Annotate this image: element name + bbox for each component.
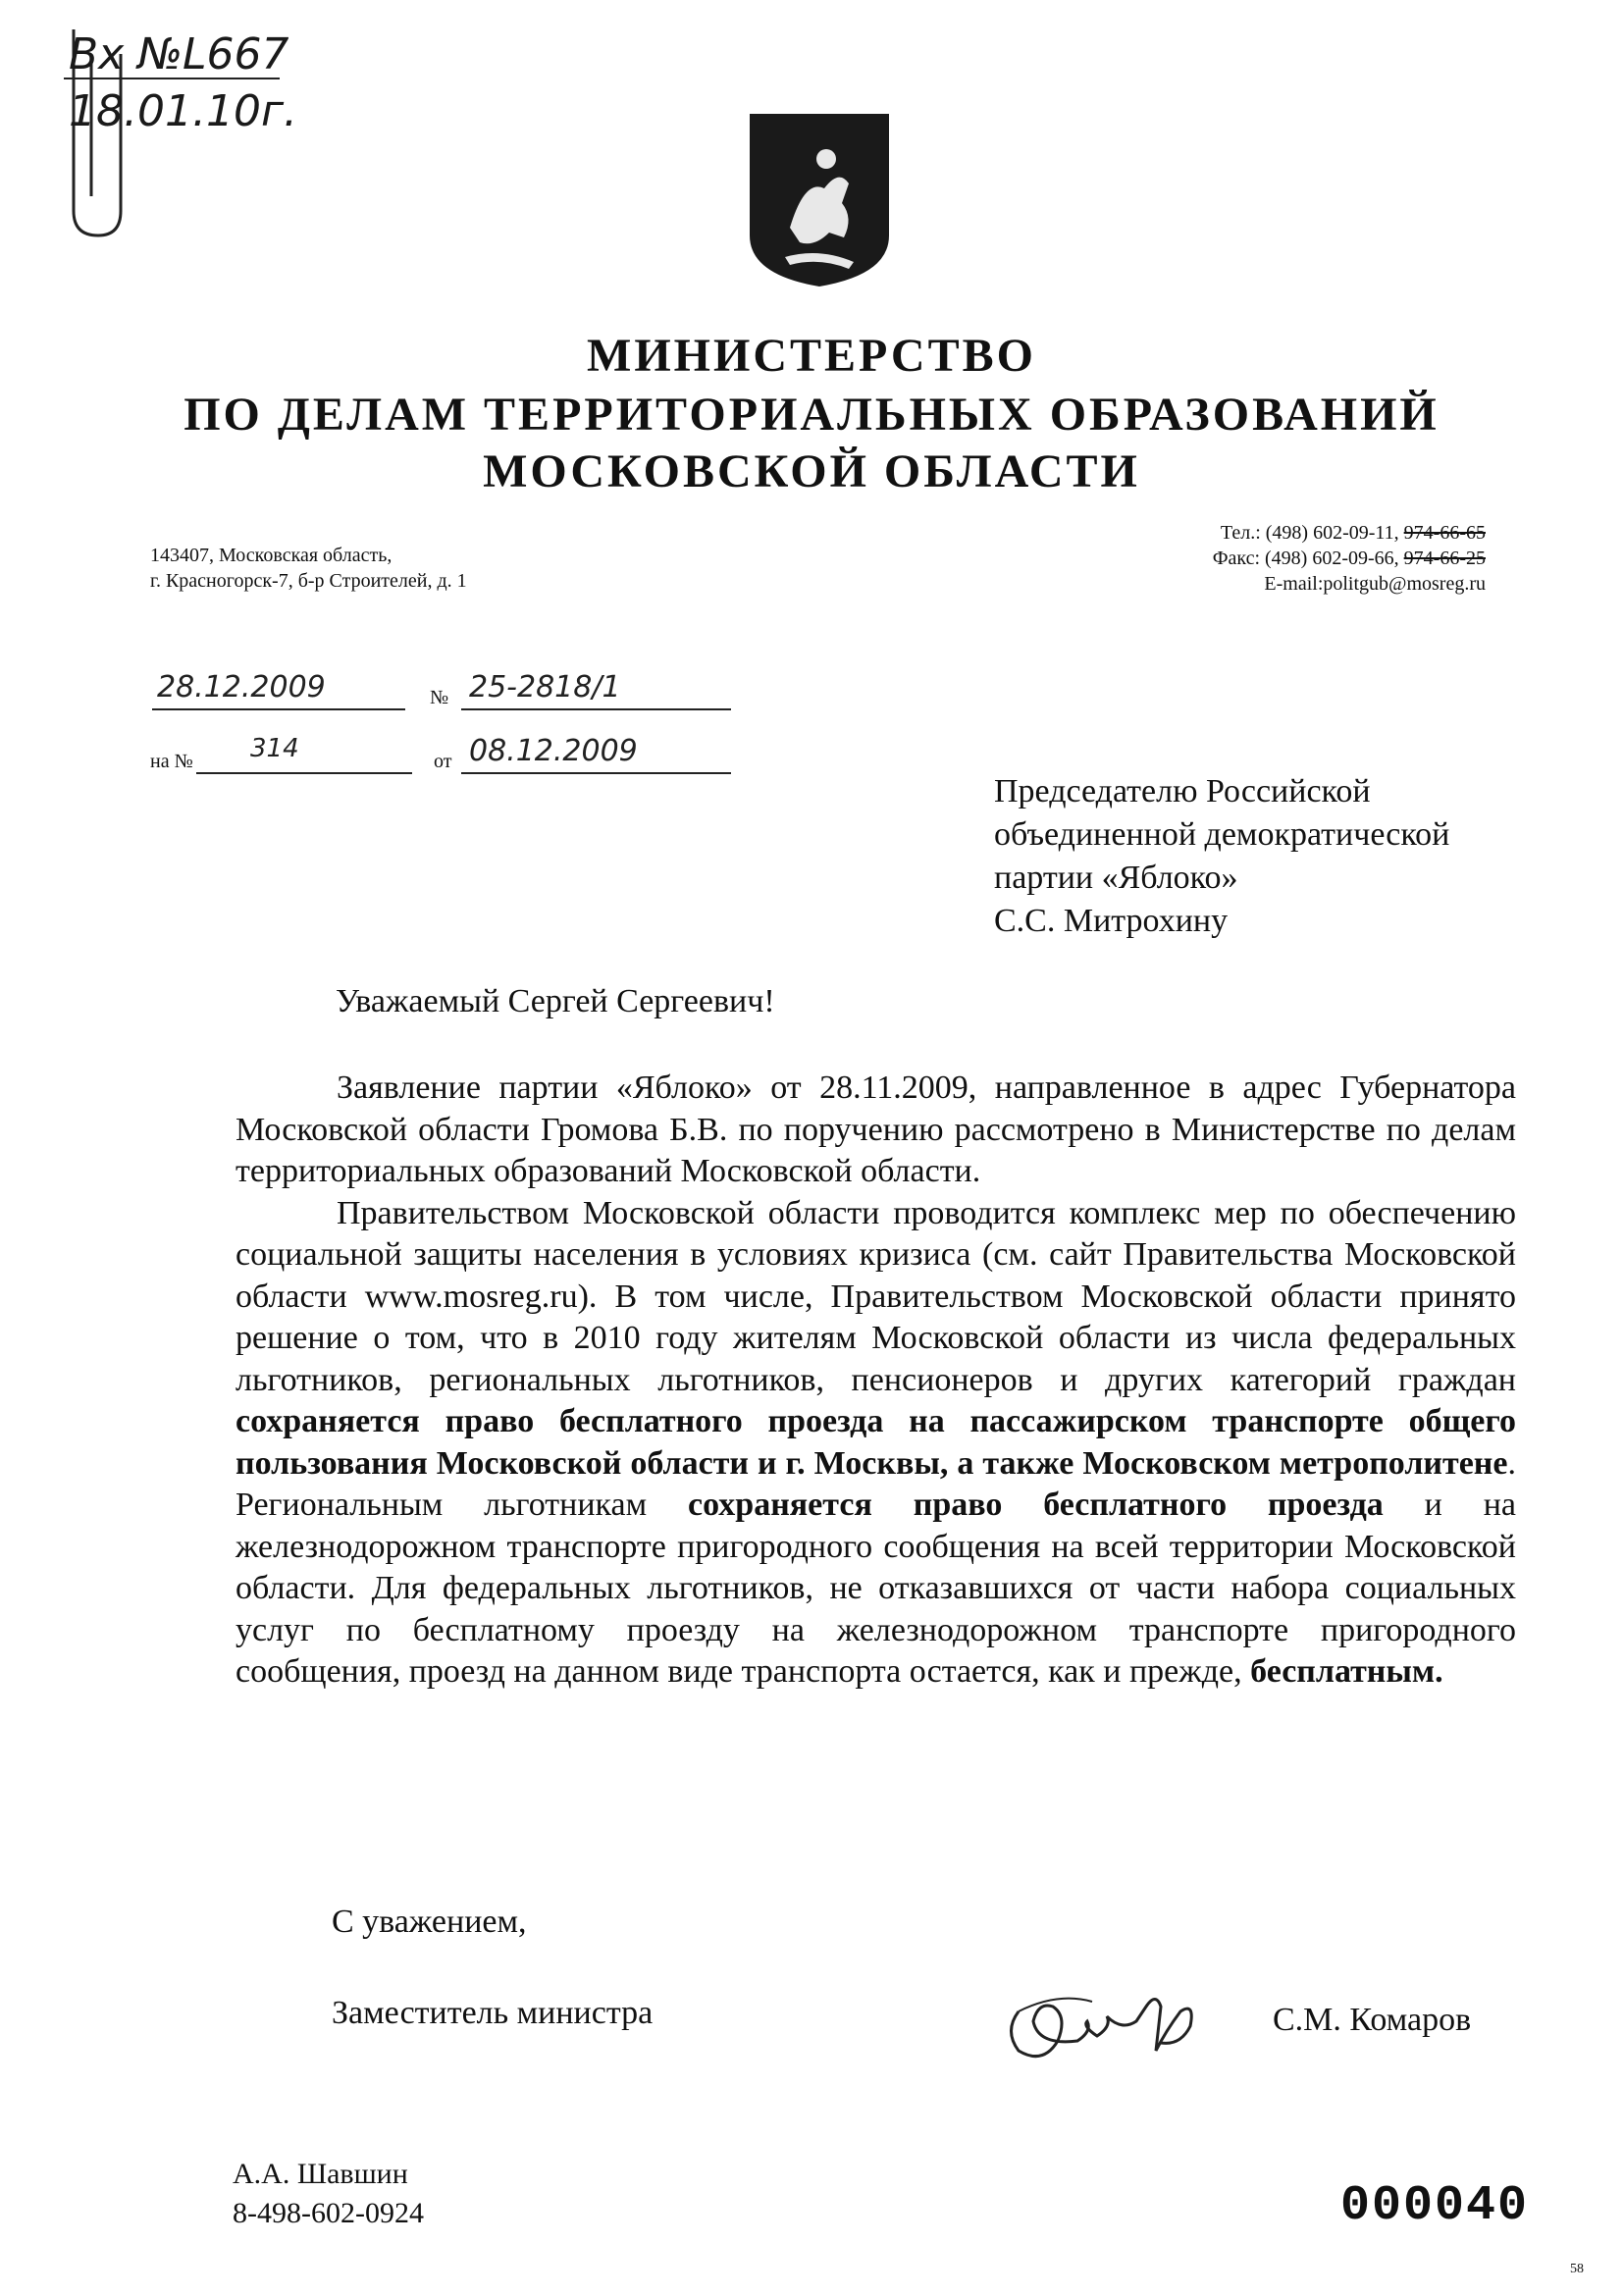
stamp-line-2: 18.01.10г. bbox=[69, 86, 298, 136]
page-number: 58 bbox=[1570, 2262, 1584, 2276]
body-paragraph-1: Заявление партии «Яблоко» от 28.11.2009, направленное в адрес Губернатора Московской области Громова Б.В. по поручению рассмотрено в Министерстве по делам территориальных образований Московской области. bbox=[236, 1070, 1516, 1189]
body-p2-bold-b: сохраняется право бесплатного проезда bbox=[688, 1487, 1384, 1523]
addressee-line-2: объединенной демократической bbox=[994, 816, 1450, 853]
phone-old: 974-66-65 bbox=[1403, 522, 1486, 544]
document-number: 000040 bbox=[1340, 2178, 1530, 2234]
ministry-title-line-2: ПО ДЕЛАМ ТЕРРИТОРИАЛЬНЫХ ОБРАЗОВАНИЙ bbox=[183, 389, 1440, 441]
from-date-line bbox=[461, 772, 731, 774]
ministry-address bbox=[150, 543, 467, 594]
fax: Факс: (498) 602-09-66, bbox=[1212, 548, 1399, 569]
coat-of-arms-icon bbox=[746, 110, 893, 288]
signer-position: Заместитель министра bbox=[332, 1995, 654, 2031]
address-line-1: 143407, Московская область, bbox=[150, 545, 393, 566]
ministry-contacts bbox=[1213, 520, 1486, 597]
outgoing-date-line bbox=[152, 708, 405, 710]
body-p2-text-b: . Региональным льготникам bbox=[236, 1444, 1516, 1523]
body-p2-text-a: Правительством Московской области проводится комплекс мер по обеспечению социальной защиты населения в условиях кризиса (см. сайт Правительства Московской области www.mosreg.ru). В том числе, Правительством Московской области принято решение о том, что в 2010 году жителям Московской области из числа федеральных льготников, региональных льготников, пенсионеров и других категорий граждан bbox=[236, 1194, 1516, 1398]
ministry-title-line-1: МИНИСТЕРСТВО bbox=[587, 330, 1036, 382]
stamp-line-1: Вх №L667 bbox=[69, 29, 289, 79]
outgoing-number-line bbox=[461, 708, 731, 710]
addressee-line-4: С.С. Митрохину bbox=[994, 903, 1229, 939]
email: E-mail:politgub@mosreg.ru bbox=[1264, 573, 1486, 595]
phone-line bbox=[1213, 520, 1486, 546]
letter-body bbox=[236, 1068, 1516, 1694]
on-number-line bbox=[196, 772, 412, 774]
on-number: 314 bbox=[250, 734, 299, 763]
handwritten-signature bbox=[999, 1972, 1215, 2080]
addressee-line-3: партии «Яблоко» bbox=[994, 860, 1238, 896]
body-p2-bold-a: сохраняется право бесплатного проезда на пассажирском транспорте общего пользования Московской области и г. Москвы, а также Московском метрополитене bbox=[236, 1403, 1516, 1482]
on-number-label: на № bbox=[150, 751, 193, 772]
outgoing-date: 28.12.2009 bbox=[157, 670, 326, 704]
body-paragraph-2 bbox=[236, 1193, 1516, 1694]
from-date: 08.12.2009 bbox=[469, 734, 638, 768]
number-label: № bbox=[430, 687, 449, 708]
phone: Тел.: (498) 602-09-11, bbox=[1220, 522, 1399, 544]
signer-name: С.М. Комаров bbox=[1273, 2002, 1472, 2038]
outgoing-number: 25-2818/1 bbox=[469, 670, 621, 704]
address-line-2: г. Красногорск-7, б-р Строителей, д. 1 bbox=[150, 570, 467, 592]
body-p2-bold-c: бесплатным. bbox=[1250, 1653, 1443, 1690]
addressee-block bbox=[994, 770, 1449, 943]
executor-phone: 8-498-602-0924 bbox=[233, 2197, 424, 2229]
body-p2-text-c: и на железнодорожном транспорте пригородного сообщения на всей территории Московской области. Для федеральных льготников, не отказавшихся от части набора социальных услуг по бесплатному проезду на железнодорожном транспорте пригородного сообщения, проезд на данном виде транспорта остается, как и прежде, bbox=[236, 1487, 1517, 1690]
closing: С уважением, bbox=[332, 1904, 527, 1940]
fax-line bbox=[1213, 546, 1486, 571]
from-label: от bbox=[434, 751, 452, 772]
ministry-title-line-3: МОСКОВСКОЙ ОБЛАСТИ bbox=[483, 445, 1140, 497]
greeting: Уважаемый Сергей Сергеевич! bbox=[336, 983, 775, 1019]
executor-block bbox=[233, 2155, 424, 2233]
addressee-line-1: Председателю Российской bbox=[994, 773, 1371, 809]
fax-old: 974-66-25 bbox=[1403, 548, 1486, 569]
executor-name: А.А. Шавшин bbox=[233, 2158, 408, 2190]
